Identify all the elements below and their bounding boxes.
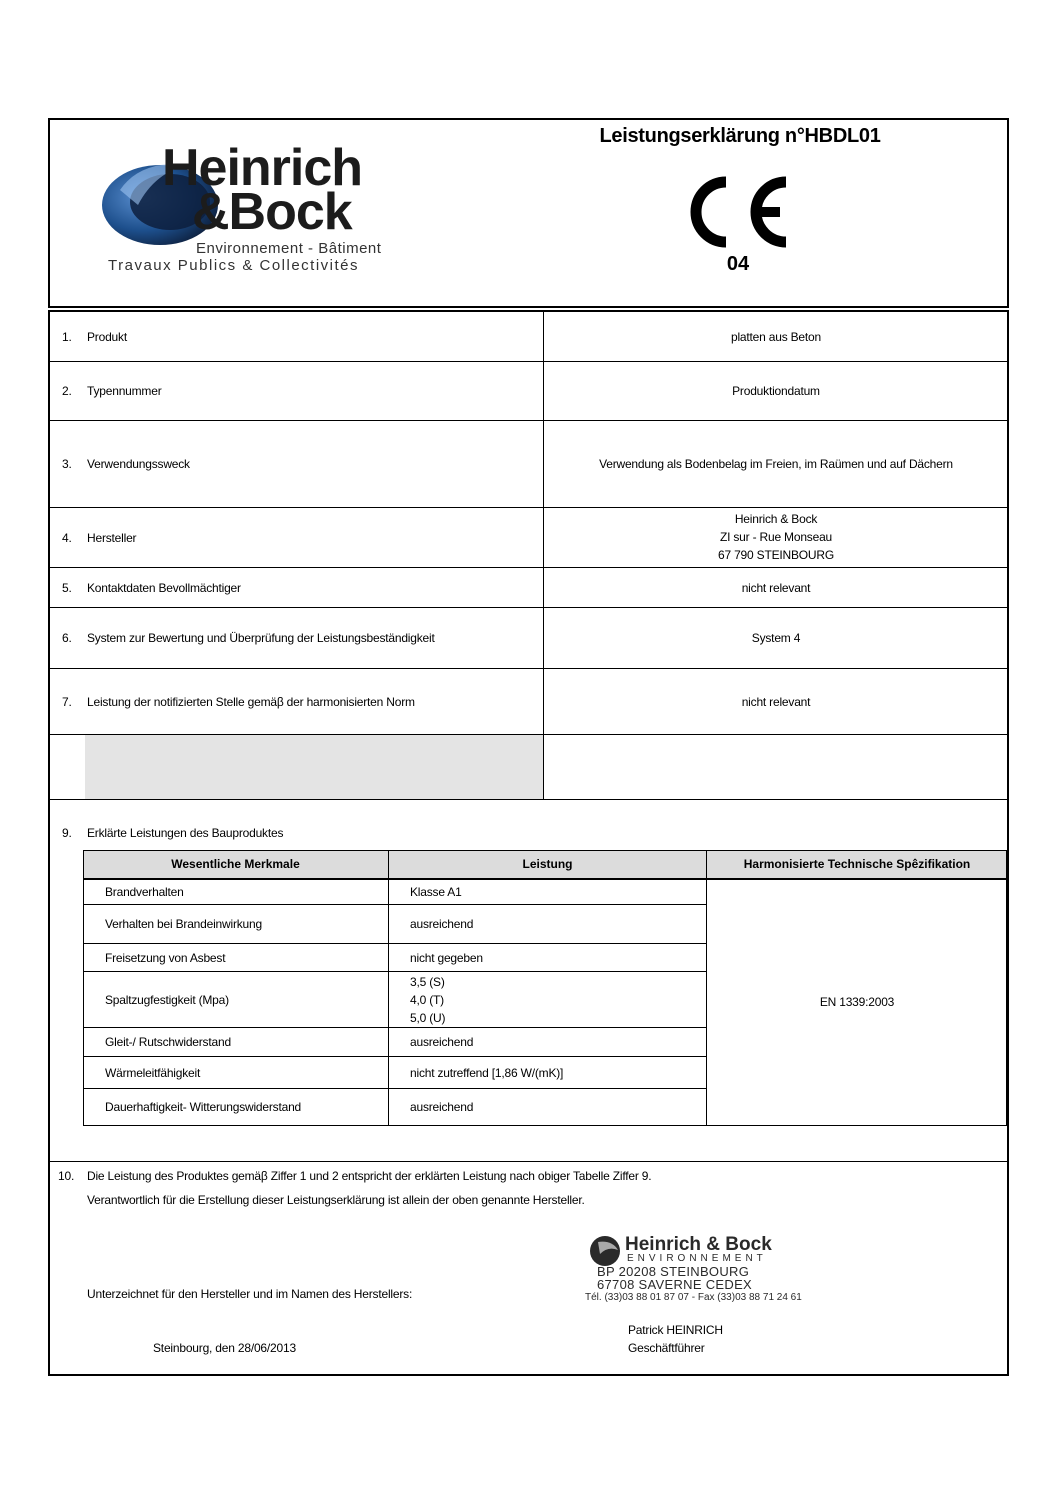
row-1-number: 1. bbox=[62, 329, 72, 344]
table-row-3-merkmal: Freisetzung von Asbest bbox=[105, 950, 226, 965]
table-row-1-leistung: Klasse A1 bbox=[410, 884, 462, 899]
stamp-line3: Tél. (33)03 88 01 87 07 - Fax (33)03 88 71 24 61 bbox=[585, 1292, 802, 1303]
section-9-label: Erklärte Leistungen des Bauproduktes bbox=[87, 826, 284, 840]
row-6-label: System zur Bewertung und Überprüfung der Leistungsbeständigkeit bbox=[87, 631, 435, 645]
place-date: Steinbourg, den 28/06/2013 bbox=[153, 1341, 296, 1355]
logo-tagline1: Environnement - Bâtiment bbox=[196, 240, 382, 257]
leistung-value-u: 5,0 (U) bbox=[410, 1011, 446, 1025]
table-row-4-merkmal: Spaltzugfestigkeit (Mpa) bbox=[105, 992, 229, 1007]
row-4-number: 4. bbox=[62, 530, 72, 545]
row-5-number: 5. bbox=[62, 580, 72, 595]
stamp-name: Heinrich & Bock bbox=[625, 1234, 772, 1255]
row-2-value: Produktiondatum bbox=[732, 384, 820, 398]
row-7-value: nicht relevant bbox=[741, 694, 811, 709]
section-9-number: 9. bbox=[62, 826, 72, 840]
signer-name: Patrick HEINRICH bbox=[628, 1323, 723, 1337]
table-row-6-merkmal: Wärmeleitfähigkeit bbox=[105, 1065, 201, 1080]
table-row-1-merkmal: Brandverhalten bbox=[105, 884, 184, 899]
row-1-value: platten aus Beton bbox=[730, 329, 821, 344]
stamp-sub: ENVIRONNEMENT bbox=[627, 1253, 767, 1264]
table-row-5-merkmal: Gleit-/ Rutschwiderstand bbox=[105, 1035, 231, 1049]
ce-mark bbox=[682, 176, 792, 248]
table-row-7-leistung: ausreichend bbox=[410, 1099, 474, 1114]
stamp-logo-icon bbox=[588, 1234, 622, 1268]
performance-table bbox=[83, 850, 1007, 1126]
row-4-label: Hersteller bbox=[87, 530, 137, 545]
table-row-2-merkmal: Verhalten bei Brandeinwirkung bbox=[105, 917, 262, 931]
col-header-merkmale: Wesentliche Merkmale bbox=[171, 857, 300, 871]
row-3-number: 3. bbox=[62, 457, 72, 471]
section-10-number: 10. bbox=[58, 1169, 75, 1183]
company-stamp bbox=[585, 1232, 815, 1312]
section-10-line1: Die Leistung des Produktes gemäβ Ziffer 1 und 2 entspricht der erklärten Leistung nach obiger Tabelle Ziffer 9. bbox=[87, 1169, 652, 1183]
notified-body-number: 04 bbox=[726, 253, 750, 275]
table-row-4-leistung bbox=[410, 973, 445, 1027]
logo-tagline2: Travaux Publics & Collectivités bbox=[108, 257, 360, 274]
row-3-value: Verwendung als Bodenbelag im Freien, im Raümen und auf Dächern bbox=[599, 457, 953, 471]
stamp-line1: BP 20208 STEINBOURG bbox=[597, 1264, 750, 1279]
ce-mark-icon bbox=[682, 176, 792, 248]
row-3-label: Verwendungssweck bbox=[87, 457, 190, 471]
row-2-label: Typennummer bbox=[87, 384, 162, 398]
signer-role: Geschäftführer bbox=[628, 1341, 705, 1355]
manufacturer-city: 67 790 STEINBOURG bbox=[718, 548, 834, 562]
section-10-line2: Verantwortlich für die Erstellung dieser Leistungserklärung ist allein der oben genannte Hersteller. bbox=[87, 1193, 585, 1207]
row-5-label: Kontaktdaten Bevollmächtiger bbox=[87, 580, 241, 595]
company-logo bbox=[96, 140, 426, 280]
col-header-leistung: Leistung bbox=[522, 857, 573, 871]
stamp-line2: 67708 SAVERNE CEDEX bbox=[597, 1277, 753, 1292]
signed-for-text: Unterzeichnet für den Hersteller und im Namen des Herstellers: bbox=[87, 1287, 413, 1301]
row-6-value: System 4 bbox=[751, 631, 801, 645]
row-1-label: Produkt bbox=[87, 329, 127, 344]
table-row-3-leistung: nicht gegeben bbox=[410, 950, 483, 965]
leistung-value-s: 3,5 (S) bbox=[410, 975, 445, 989]
row-5-value: nicht relevant bbox=[741, 580, 811, 595]
leistung-value-t: 4,0 (T) bbox=[410, 993, 444, 1007]
row-2-number: 2. bbox=[62, 384, 72, 398]
table-row-2-leistung: ausreichend bbox=[410, 917, 474, 931]
logo-name-line1: Heinrich bbox=[162, 139, 363, 197]
table-row-6-leistung: nicht zutreffend [1,86 W/(mK)] bbox=[410, 1065, 564, 1080]
manufacturer-name: Heinrich & Bock bbox=[734, 512, 818, 526]
document-title: Leistungserklärung n°HBDL01 bbox=[599, 125, 881, 147]
row-7-number: 7. bbox=[62, 694, 72, 709]
manufacturer-street: ZI sur - Rue Monseau bbox=[719, 530, 833, 544]
table-row-7-merkmal: Dauerhaftigkeit- Witterungswiderstand bbox=[105, 1099, 302, 1114]
table-row-5-leistung: ausreichend bbox=[410, 1035, 474, 1049]
row-4-value bbox=[545, 510, 1007, 564]
row-8-blank-cell bbox=[85, 735, 543, 799]
spec-value: EN 1339:2003 bbox=[819, 994, 895, 1009]
row-6-number: 6. bbox=[62, 631, 72, 645]
logo-name-line2: &Bock bbox=[192, 183, 352, 241]
col-header-spezifikation: Harmonisierte Technische Spêzifikation bbox=[743, 857, 971, 871]
row-7-label: Leistung der notifizierten Stelle gemäβ der harmonisierten Norm bbox=[87, 694, 415, 709]
